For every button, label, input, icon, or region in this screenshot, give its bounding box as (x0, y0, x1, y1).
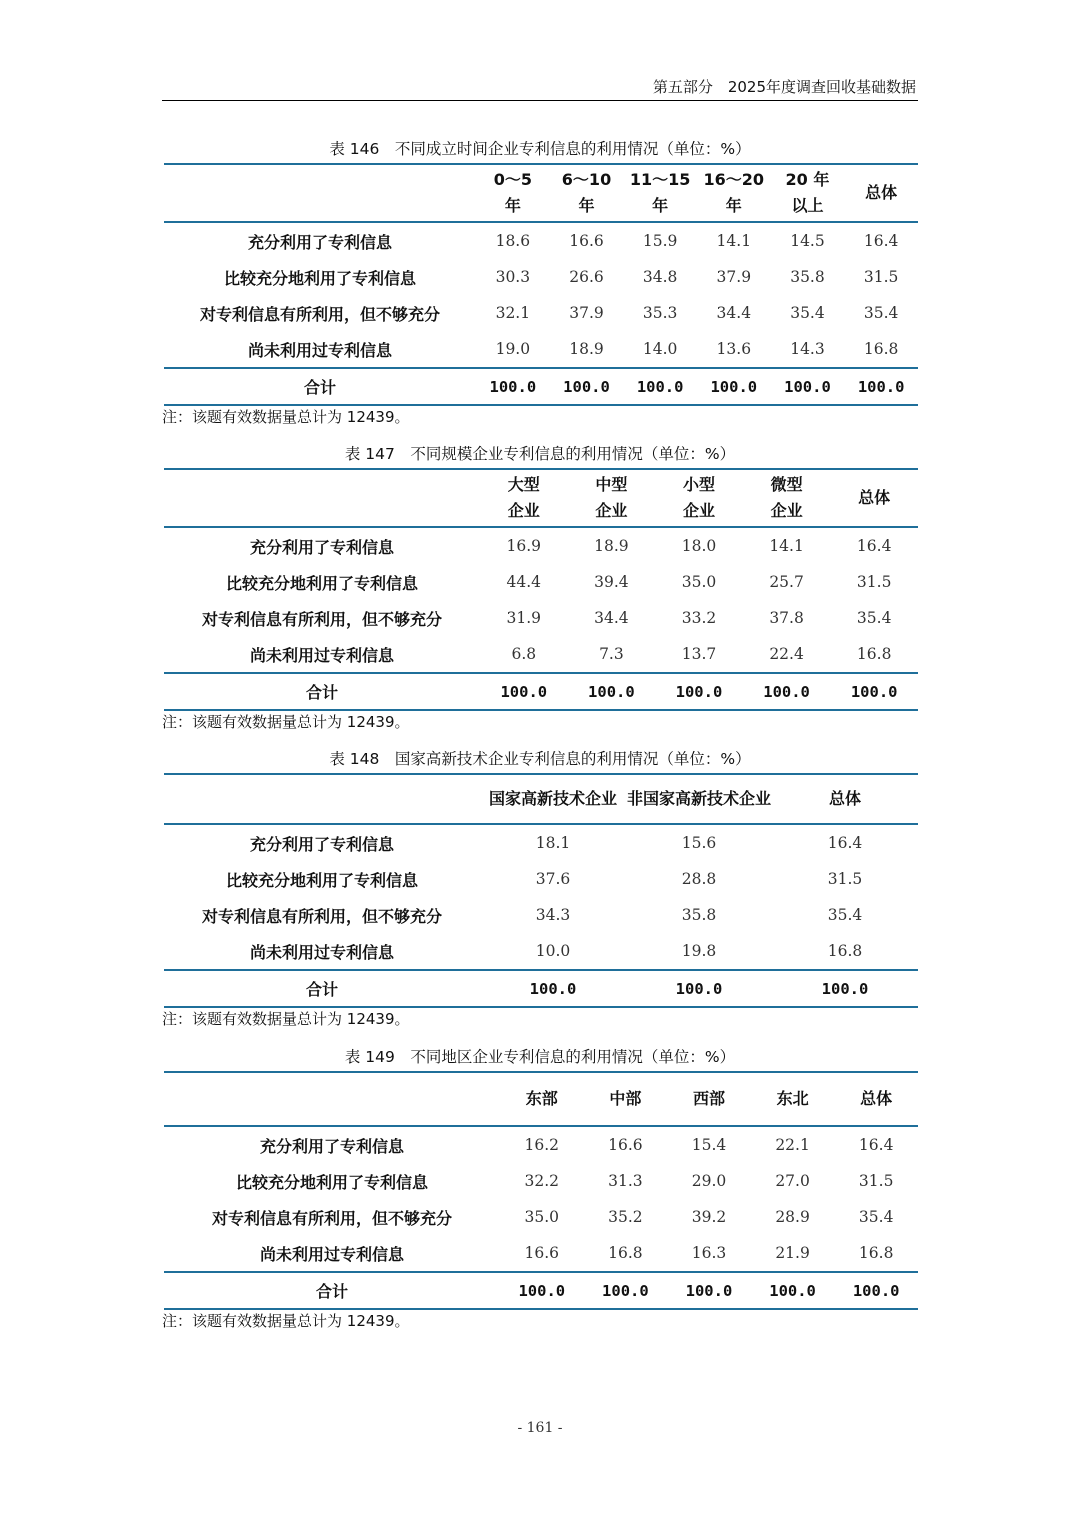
total-cell: 100.0 (584, 1272, 668, 1309)
column-header: 国家高新技术企业 (480, 774, 626, 824)
table-caption: 表 149 不同地区企业专利信息的利用情况（单位：%） (344, 1048, 736, 1066)
header-section-title: 第五部分 2025年度调查回收基础数据 (652, 78, 916, 96)
table-cell: 16.9 (506, 537, 542, 555)
total-cell: 100.0 (771, 368, 845, 405)
table-cell: 16.4 (856, 537, 892, 555)
table-cell: 16.4 (858, 1136, 894, 1154)
total-cell: 100.0 (830, 673, 918, 710)
table-cell: 15.4 (691, 1136, 727, 1154)
table-cell: 16.6 (569, 232, 604, 250)
table-cell: 37.9 (569, 304, 604, 322)
total-cell: 100.0 (834, 1272, 918, 1309)
total-cell: 100.0 (476, 368, 550, 405)
data-table (164, 1071, 918, 1310)
table-cell: 25.7 (769, 573, 804, 591)
total-cell: 100.0 (480, 673, 568, 710)
table-note: 注：该题有效数据量总计为 12439。 (162, 1010, 410, 1028)
total-cell: 100.0 (844, 368, 918, 405)
table-cell: 14.1 (716, 232, 752, 250)
table-cell: 16.8 (608, 1244, 643, 1262)
row-label: 比较充分地利用了专利信息 (225, 870, 418, 890)
table-cell: 31.5 (863, 268, 899, 286)
header-blank-cell (164, 1072, 500, 1126)
table-cell: 18.1 (535, 834, 571, 852)
column-header: 16～20 年 (697, 164, 771, 222)
table-cell: 27.0 (775, 1172, 810, 1190)
table-row (164, 897, 918, 933)
total-cell: 100.0 (655, 673, 743, 710)
table-caption: 表 146 不同成立时间企业专利信息的利用情况（单位：%） (329, 140, 751, 158)
table-cell: 16.8 (858, 1244, 894, 1262)
row-label: 对专利信息有所利用，但不够充分 (201, 906, 442, 926)
data-table-block (162, 440, 918, 737)
total-cell: 100.0 (568, 673, 656, 710)
table-cell: 35.0 (524, 1208, 560, 1226)
table-cell: 35.2 (608, 1208, 643, 1226)
table-cell: 31.5 (858, 1172, 894, 1190)
table-cell: 34.3 (535, 906, 571, 924)
column-header: 东北 (751, 1072, 835, 1126)
table-note: 注：该题有效数据量总计为 12439。 (162, 408, 410, 426)
data-table-block (162, 1043, 918, 1336)
table-cell: 30.3 (495, 268, 531, 286)
row-label: 对专利信息有所利用，但不够充分 (201, 609, 442, 629)
table-cell: 31.3 (608, 1172, 643, 1190)
table-cell: 34.8 (642, 268, 678, 286)
table-cell: 29.0 (691, 1172, 727, 1190)
total-cell: 100.0 (697, 368, 771, 405)
row-label: 尚未利用过专利信息 (249, 942, 394, 962)
table-cell: 34.4 (594, 609, 629, 627)
column-header: 西部 (667, 1072, 751, 1126)
page-number: - 161 - (517, 1420, 563, 1436)
table-cell: 18.9 (594, 537, 629, 555)
column-header: 0～5 年 (476, 164, 550, 222)
table-cell: 6.8 (511, 645, 537, 663)
table-cell: 16.6 (608, 1136, 643, 1154)
column-header: 6～10 年 (550, 164, 624, 222)
table-cell: 39.2 (691, 1208, 727, 1226)
table-cell: 16.8 (856, 645, 892, 663)
table-cell: 15.6 (681, 834, 717, 852)
table-cell: 13.7 (681, 645, 717, 663)
row-label: 对专利信息有所利用，但不够充分 (200, 304, 441, 324)
table-cell: 31.5 (827, 870, 863, 888)
table-cell: 7.3 (599, 645, 624, 663)
table-row (164, 1163, 918, 1199)
data-table-block (162, 745, 918, 1034)
table-row (164, 295, 918, 331)
header-blank-cell (164, 469, 480, 527)
data-table (164, 468, 918, 711)
row-label: 充分利用了专利信息 (248, 232, 393, 252)
table-cell: 28.9 (775, 1208, 810, 1226)
column-header: 小型 企业 (655, 469, 743, 527)
table-cell: 14.1 (769, 537, 804, 555)
column-header: 东部 (500, 1072, 584, 1126)
table-row (164, 1126, 918, 1163)
column-header: 20 年 以上 (771, 164, 845, 222)
table-cell: 32.1 (495, 304, 531, 322)
data-table (164, 773, 918, 1008)
table-cell: 28.8 (681, 870, 717, 888)
table-cell: 18.0 (681, 537, 717, 555)
row-label: 尚未利用过专利信息 (249, 645, 394, 665)
table-row (164, 824, 918, 861)
table-cell: 16.2 (524, 1136, 560, 1154)
table-row (164, 1199, 918, 1235)
total-row (164, 368, 918, 405)
table-cell: 14.5 (790, 232, 825, 250)
table-row (164, 259, 918, 295)
table-cell: 16.6 (524, 1244, 560, 1262)
total-cell: 100.0 (550, 368, 624, 405)
column-header: 总体 (844, 164, 918, 222)
column-header: 总体 (772, 774, 918, 824)
table-cell: 35.8 (681, 906, 717, 924)
total-cell: 100.0 (480, 970, 626, 1007)
data-table (164, 163, 918, 406)
table-cell: 21.9 (775, 1244, 810, 1262)
column-header: 大型 企业 (480, 469, 568, 527)
column-header: 总体 (830, 469, 918, 527)
column-header: 中型 企业 (568, 469, 656, 527)
table-cell: 15.9 (642, 232, 678, 250)
total-cell: 100.0 (751, 1272, 835, 1309)
total-row (164, 1272, 918, 1309)
table-header-row (164, 774, 918, 824)
table-header-row (164, 1072, 918, 1126)
table-row (164, 600, 918, 636)
column-header: 非国家高新技术企业 (626, 774, 772, 824)
total-cell: 100.0 (626, 970, 772, 1007)
header-blank-cell (164, 774, 480, 824)
table-cell: 35.4 (827, 906, 863, 924)
table-row (164, 331, 918, 368)
table-cell: 14.3 (790, 340, 825, 358)
total-row (164, 970, 918, 1007)
total-cell: 100.0 (667, 1272, 751, 1309)
total-cell: 100.0 (743, 673, 831, 710)
table-row (164, 527, 918, 564)
table-cell: 31.5 (856, 573, 892, 591)
table-cell: 16.8 (863, 340, 899, 358)
table-cell: 19.8 (681, 942, 717, 960)
table-cell: 39.4 (594, 573, 629, 591)
table-cell: 33.2 (681, 609, 717, 627)
table-row (164, 636, 918, 673)
row-label: 充分利用了专利信息 (259, 1136, 404, 1156)
row-label: 充分利用了专利信息 (249, 537, 394, 557)
table-cell: 35.4 (790, 304, 825, 322)
table-cell: 35.3 (642, 304, 678, 322)
table-cell: 26.6 (569, 268, 604, 286)
table-cell: 10.0 (535, 942, 571, 960)
table-row (164, 933, 918, 970)
table-cell: 37.9 (716, 268, 752, 286)
header-blank-cell (164, 164, 476, 222)
total-cell: 100.0 (772, 970, 918, 1007)
column-header: 11～15 年 (623, 164, 697, 222)
total-label: 合计 (164, 1272, 500, 1309)
table-note: 注：该题有效数据量总计为 12439。 (162, 1312, 410, 1330)
table-cell: 37.6 (535, 870, 571, 888)
table-cell: 35.4 (858, 1208, 894, 1226)
row-label: 比较充分地利用了专利信息 (235, 1172, 428, 1192)
row-label: 充分利用了专利信息 (249, 834, 394, 854)
table-cell: 44.4 (506, 573, 542, 591)
table-row (164, 564, 918, 600)
row-label: 比较充分地利用了专利信息 (224, 268, 417, 288)
total-label: 合计 (164, 673, 480, 710)
table-cell: 16.8 (827, 942, 863, 960)
table-cell: 35.4 (863, 304, 899, 322)
running-header (162, 72, 918, 101)
table-cell: 22.4 (769, 645, 804, 663)
row-label: 尚未利用过专利信息 (248, 340, 393, 360)
column-header: 总体 (834, 1072, 918, 1126)
table-cell: 35.4 (856, 609, 892, 627)
table-caption: 表 147 不同规模企业专利信息的利用情况（单位：%） (344, 445, 736, 463)
table-cell: 16.4 (827, 834, 863, 852)
table-note: 注：该题有效数据量总计为 12439。 (162, 713, 410, 731)
total-label: 合计 (164, 970, 480, 1007)
table-cell: 22.1 (775, 1136, 810, 1154)
table-header-row (164, 164, 918, 222)
table-row (164, 1235, 918, 1272)
table-cell: 34.4 (716, 304, 752, 322)
table-cell: 37.8 (769, 609, 804, 627)
table-cell: 13.6 (716, 340, 752, 358)
table-cell: 14.0 (642, 340, 678, 358)
table-cell: 19.0 (495, 340, 531, 358)
table-cell: 35.0 (681, 573, 717, 591)
total-cell: 100.0 (500, 1272, 584, 1309)
column-header: 微型 企业 (743, 469, 831, 527)
row-label: 对专利信息有所利用，但不够充分 (211, 1208, 452, 1228)
table-header-row (164, 469, 918, 527)
data-table-block (162, 135, 918, 432)
table-cell: 18.6 (495, 232, 531, 250)
table-cell: 32.2 (524, 1172, 560, 1190)
table-row (164, 222, 918, 259)
table-cell: 18.9 (569, 340, 604, 358)
total-label: 合计 (164, 368, 476, 405)
row-label: 尚未利用过专利信息 (259, 1244, 404, 1264)
table-cell: 31.9 (506, 609, 542, 627)
table-cell: 35.8 (790, 268, 825, 286)
table-cell: 16.4 (863, 232, 899, 250)
total-row (164, 673, 918, 710)
column-header: 中部 (584, 1072, 668, 1126)
row-label: 比较充分地利用了专利信息 (225, 573, 418, 593)
table-caption: 表 148 国家高新技术企业专利信息的利用情况（单位：%） (329, 750, 751, 768)
table-cell: 16.3 (691, 1244, 727, 1262)
total-cell: 100.0 (623, 368, 697, 405)
table-row (164, 861, 918, 897)
